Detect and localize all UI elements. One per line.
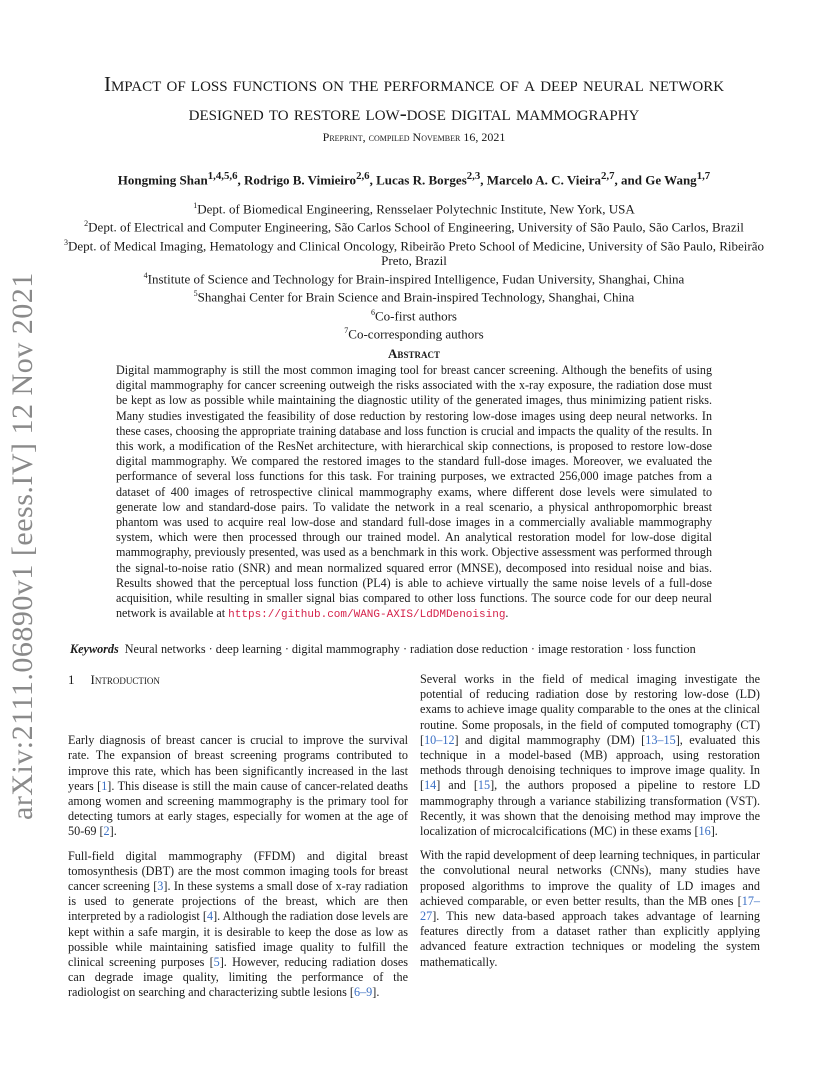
paragraph-text: ], the authors proposed a pipeline to restore LD mammography through a variance stabilizing transformation (VST). Recently, it was shown that the denoising method may improve the localization of microcalcifications (MC) in these exams [ (420, 778, 761, 839)
affiliation-text: Shanghai Center for Brain Science and Brain-inspired Technology, Shanghai, China (197, 289, 635, 305)
abstract-body (116, 363, 712, 623)
citation-link[interactable]: 14 (424, 778, 437, 793)
citation-link[interactable]: 2 (103, 824, 110, 839)
affiliation-list (60, 198, 768, 341)
paragraph-text: ] and digital mammography (DM) [ (454, 732, 646, 747)
paper-title (70, 70, 758, 128)
paragraph-text: ]. (710, 824, 718, 839)
paragraph-text: ]. (109, 824, 117, 839)
author-affiliation-marker: 1,7 (696, 170, 711, 182)
affiliation-line (60, 286, 768, 304)
citation-link[interactable]: 3 (157, 879, 164, 894)
paragraph-text: Several works in the field of medical imaging investigate the potential of reducing radiation dose by restoring low-dose (LD) exams to achieve image quality comparable to the ones at the clinical routine. Some proposals, in the field of computed tomography (CT) [ (420, 672, 760, 747)
section-heading-introduction (68, 672, 408, 687)
arxiv-identifier-stamp[interactable]: arXiv:2111.06890v1 [eess.IV] 12 Nov 2021 (6, 272, 39, 820)
keywords-line (70, 642, 770, 657)
left-column (68, 672, 408, 1010)
affiliation-marker: 6 (371, 307, 376, 317)
author-separator: , and (614, 172, 646, 188)
author-separator: , (369, 172, 377, 188)
affiliation-marker: 1 (193, 201, 198, 210)
body-paragraph (68, 733, 408, 839)
citation-link[interactable]: 6–9 (353, 985, 373, 1000)
abstract-heading: Abstract (388, 346, 440, 361)
body-paragraph (68, 849, 408, 1001)
citation-link[interactable]: 17–27 (420, 893, 760, 924)
body-paragraph (420, 848, 760, 970)
affiliation-text: Co-first authors (375, 307, 457, 323)
paper-title-line-1: Impact of loss functions on the performance of a deep neural network (103, 72, 725, 96)
paragraph-text: ] and [ (436, 778, 478, 793)
affiliation-marker: 3 (64, 237, 69, 247)
affiliation-line (60, 268, 768, 286)
affiliation-marker: 5 (193, 289, 198, 299)
citation-link[interactable]: 16 (698, 824, 711, 839)
paragraph-text: With the rapid development of deep learning techniques, in particular the convolutional neural networks (CNNs), many studies have proposed algorithms to improve the quality of LD images and achieved comparable, or even better results, than the MB ones [ (420, 848, 760, 908)
keywords-label: Keywords (70, 642, 119, 656)
author-affiliation-marker: 2,7 (601, 170, 615, 182)
section-name: Introduction (90, 672, 160, 687)
affiliation-text: Dept. of Biomedical Engineering, Rensselaer Polytechnic Institute, New York, USA (197, 201, 635, 217)
citation-link[interactable]: 13–15 (645, 732, 676, 747)
paragraph-text: Full-field digital mammography (FFDM) and digital breast tomosynthesis (DBT) are the most common imaging tools for breast cancer screening [ (68, 848, 408, 894)
author-affiliation-marker: 2,6 (356, 170, 370, 182)
citation-link[interactable]: 4 (206, 909, 214, 924)
author-separator: , (480, 172, 487, 188)
citation-link[interactable]: 5 (213, 955, 220, 970)
author-affiliation-marker: 1,4,5,6 (207, 170, 238, 182)
paragraph-text: ]. (372, 985, 380, 1000)
paragraph-text: ]. This disease is still the main cause of cancer-related deaths among women and screening mammography is the primary tool for detecting tumors at early stages, especially for women at the age of 50-69 [ (68, 778, 409, 839)
affiliation-text: Dept. of Medical Imaging, Hematology and Clinical Oncology, Ribeirão Preto School of Medicine, University of São Paulo, Ribeirão Preto, Brazil (68, 237, 764, 268)
author-separator: , (237, 172, 244, 188)
affiliation-marker: 7 (344, 325, 349, 335)
paragraph-text: Early diagnosis of breast cancer is crucial to improve the survival rate. The expansion of breast screening programs contributed to improve this rate, which has been significantly increased in the last years [ (68, 733, 408, 793)
body-paragraph (420, 672, 760, 839)
affiliation-line (60, 216, 768, 234)
right-column (420, 672, 760, 979)
author-name: Rodrigo B. Vimieiro (244, 172, 357, 188)
paragraph-text: ]. However, reducing radiation doses can degrade image quality, limiting the performance of the radiologist on searching and characterizing subtle lesions [ (68, 955, 409, 1000)
paragraph-text: ]. Although the radiation dose levels are kept within a safe margin, it is desirable to keep the dose as low as possible while maintaining satisfied image quality to fulfill the clinical screening purposes [ (68, 909, 409, 970)
paragraph-text: ], evaluated this technique in a model-based (MB) approach, using restoration methods through denoising techniques to improve image quality. In [ (420, 732, 761, 793)
author-name: Marcelo A. C. Vieira (486, 172, 601, 188)
paragraph-text: ]. This new data-based approach takes advantage of learning features directly from a dataset rather than explicitly applying advanced feature extraction techniques or modeling the system mathematically. (420, 909, 760, 969)
paragraph-text: ]. In these systems a small dose of x-ray radiation is used to generate projections of the breast, which are then interpreted by a radiologist [ (68, 879, 408, 924)
author-name: Hongming Shan (117, 172, 208, 188)
author-affiliation-marker: 2,3 (466, 170, 481, 182)
affiliation-text: Co-corresponding authors (348, 326, 484, 342)
left-column-paragraphs (68, 733, 408, 1000)
source-code-link[interactable]: https://github.com/WANG-AXIS/LdDMDenoising (228, 609, 506, 622)
section-number: 1 (68, 672, 75, 687)
affiliation-line (60, 235, 768, 268)
preprint-date: Preprint, compiled November 16, 2021 (322, 130, 506, 144)
right-column-paragraphs (420, 672, 760, 970)
author-name: Ge Wang (645, 172, 697, 188)
affiliation-line (60, 305, 768, 323)
citation-link[interactable]: 10–12 (424, 732, 455, 747)
keywords-text: Neural networks · deep learning · digital mammography · radiation dose reduction · image restoration · loss function (124, 642, 696, 656)
affiliation-marker: 4 (143, 270, 148, 280)
abstract-text: Digital mammography is still the most common imaging tool for breast cancer screening. Although the benefits of using digital mammography for cancer screening outweigh the risks associated with the x-ray exposure, the radiation dose must be kept as low as possible while maintaining the diagnostic utility of the generated images, thus minimizing patient risks. Many studies investigated the feasibility of dose reduction by restoring low-dose images using deep neural networks. In these cases, choosing the appropriate training database and loss function is crucial and impacts the quality of the results. In this work, a modification of the ResNet architecture, with hierarchical skip connections, is proposed to restore low-dose digital mammography. We compared the restored images to the standard full-dose images. Moreover, we evaluated the performance of several loss functions for this task. For training purposes, we extracted 256,000 image patches from a dataset of 400 images of retrospective clinical mammography exams, where different dose levels were simulated to generate low and standard-dose pairs. To validate the network in a real scenario, a physical anthropomorphic breast phantom was used to acquire real low-dose and standard full-dose images in a commercially avaliable mammography system, which were then processed through our trained model. An analytical restoration model for low-dose digital mammography, previously presented, was used as a benchmark in this work. Objective assessment was performed through the signal-to-noise ratio (SNR) and mean normalized squared error (MNSE), decomposed into residual noise and bias. Results showed that the perceptual loss function (PL4) is able to achieve virtually the same noise levels of a full-dose acquisition, while resulting in smaller signal bias compared to other loss functions. The source code for our deep neural network is available at (116, 363, 712, 621)
affiliation-marker: 2 (84, 219, 89, 229)
abstract-end: . (505, 606, 509, 621)
author-list (70, 170, 758, 188)
author-name: Lucas R. Borges (376, 172, 467, 188)
affiliation-line (60, 323, 768, 341)
affiliation-line (60, 198, 768, 216)
citation-link[interactable]: 15 (477, 778, 491, 793)
affiliation-text: Dept. of Electrical and Computer Engineering, São Carlos School of Engineering, University of São Paulo, São Carlos, Brazil (88, 219, 744, 235)
paper-title-line-2: designed to restore low-dose digital mammography (188, 101, 640, 125)
citation-link[interactable]: 1 (101, 778, 108, 793)
affiliation-text: Institute of Science and Technology for Brain-inspired Intelligence, Fudan University, Shanghai, China (147, 271, 685, 287)
